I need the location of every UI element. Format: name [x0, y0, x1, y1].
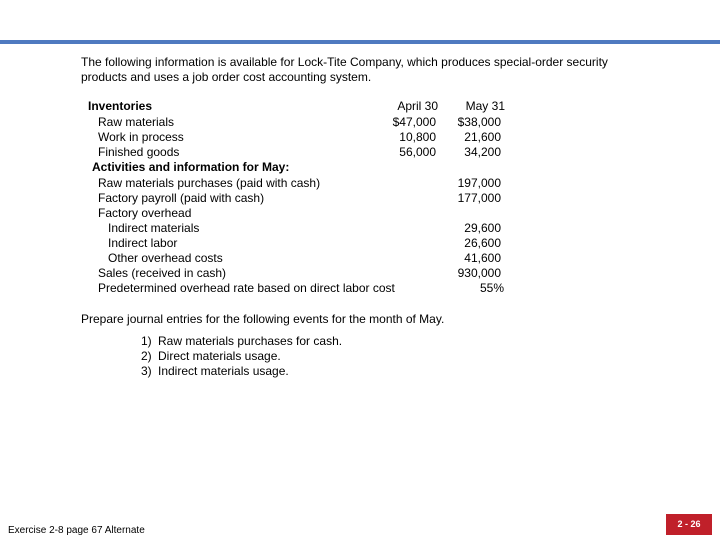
inventory-may: 34,200: [464, 145, 501, 159]
event-text: Direct materials usage.: [158, 349, 281, 363]
event-text: Raw materials purchases for cash.: [158, 334, 343, 348]
event-number: 2): [141, 349, 152, 363]
footer-source-note: Exercise 2-8 page 67 Alternate: [8, 525, 145, 536]
indirect-labor-label: Indirect labor: [108, 236, 178, 250]
factory-payroll-label: Factory payroll (paid with cash): [98, 191, 265, 205]
inventories-heading: Inventories: [88, 99, 153, 113]
inventory-label: Raw materials: [98, 115, 175, 129]
intro-paragraph: The following information is available for Lock-Tite Company, which produces special-order security products and uses a job order cost accounting system.: [81, 55, 608, 84]
factory-overhead-label: Factory overhead: [98, 206, 192, 220]
raw-purchases-value: 197,000: [457, 176, 501, 190]
inventory-may: 21,600: [464, 130, 501, 144]
raw-purchases-label: Raw materials purchases (paid with cash): [98, 176, 321, 190]
inventory-may: $38,000: [457, 115, 501, 129]
event-text: Indirect materials usage.: [158, 364, 289, 378]
inventory-april: 10,800: [399, 130, 436, 144]
other-overhead-label: Other overhead costs: [108, 251, 223, 265]
col-header-april: April 30: [397, 99, 438, 113]
sales-label: Sales (received in cash): [98, 266, 227, 280]
slide-number-badge: 2 - 26: [666, 514, 712, 535]
indirect-materials-value: 29,600: [464, 221, 501, 235]
activities-heading: Activities and information for May:: [92, 160, 290, 174]
instructions: Prepare journal entries for the following events for the month of May.: [81, 312, 445, 326]
inventory-label: Finished goods: [98, 145, 180, 159]
overhead-rate-label: Predetermined overhead rate based on direct labor cost: [98, 281, 395, 295]
event-number: 1): [141, 334, 152, 348]
indirect-labor-value: 26,600: [464, 236, 501, 250]
overhead-rate-value: 55%: [479, 281, 504, 295]
col-header-may: May 31: [465, 99, 505, 113]
sales-value: 930,000: [457, 266, 501, 280]
factory-payroll-value: 177,000: [457, 191, 501, 205]
header-rule: [0, 40, 720, 44]
indirect-materials-label: Indirect materials: [108, 221, 200, 235]
other-overhead-value: 41,600: [464, 251, 501, 265]
event-number: 3): [141, 364, 152, 378]
inventory-april: 56,000: [399, 145, 436, 159]
inventory-april: $47,000: [392, 115, 436, 129]
inventory-label: Work in process: [98, 130, 184, 144]
